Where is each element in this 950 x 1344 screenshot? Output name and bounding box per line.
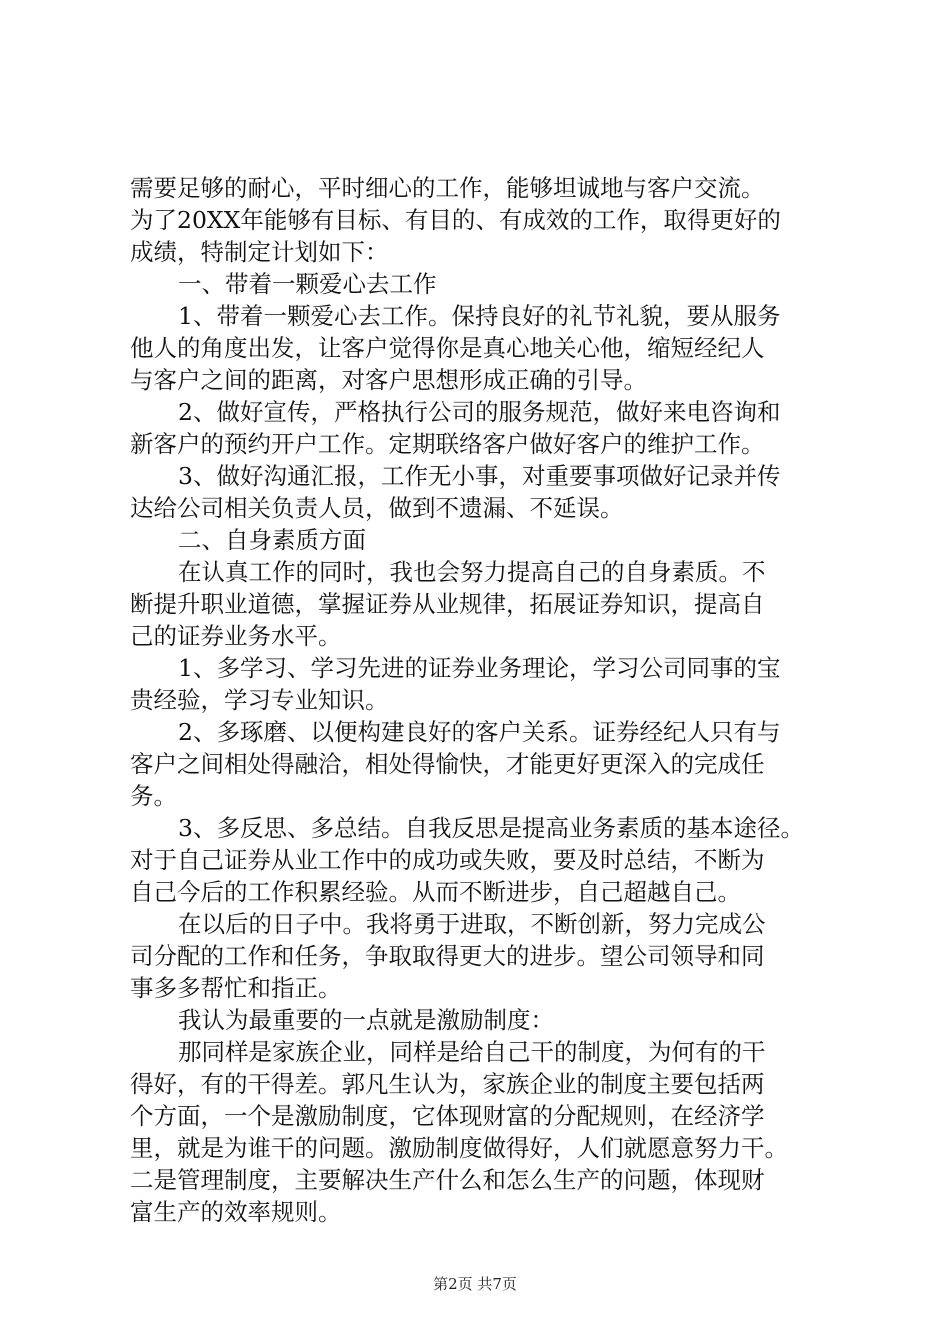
text-line: 得好，有的干得差。郭凡生认为，家族企业的制度主要包括两 (130, 1070, 765, 1098)
text-line: 在以后的日子中。我将勇于进取，不断创新，努力完成公 (178, 910, 766, 938)
text-line: 2、多琢磨、以便构建良好的客户关系。证券经纪人只有与 (178, 718, 781, 746)
text-line: 3、做好沟通汇报，工作无小事，对重要事项做好记录并传 (178, 462, 781, 490)
text-line: 务。 (130, 782, 177, 810)
text-line: 事多多帮忙和指正。 (130, 974, 342, 1002)
text-line: 他人的角度出发，让客户觉得你是真心地关心他，缩短经纪人 (130, 334, 765, 362)
text-line: 己的证券业务水平。 (130, 622, 342, 650)
text-line: 自己今后的工作积累经验。从而不断进步，自己超越自己。 (130, 878, 741, 906)
page-footer: 第2页 共7页 (433, 1275, 517, 1293)
text-line: 一、带着一颗爱心去工作 (178, 270, 437, 298)
text-line: 客户之间相处得融洽，相处得愉快，才能更好更深入的完成任 (130, 750, 765, 778)
text-line: 在认真工作的同时，我也会努力提高自己的自身素质。不 (178, 558, 766, 586)
text-line: 断提升职业道德，掌握证券从业规律，拓展证券知识，提高自 (130, 590, 765, 618)
text-line: 富生产的效率规则。 (130, 1198, 342, 1226)
text-line: 1、带着一颗爱心去工作。保持良好的礼节礼貌，要从服务 (178, 302, 781, 330)
text-line: 司分配的工作和任务，争取取得更大的进步。望公司领导和同 (130, 942, 765, 970)
text-line: 对于自己证券从业工作中的成功或失败，要及时总结，不断为 (130, 846, 765, 874)
text-line: 新客户的预约开户工作。定期联络客户做好客户的维护工作。 (130, 430, 765, 458)
text-line: 3、多反思、多总结。自我反思是提高业务素质的基本途径。 (178, 814, 804, 842)
text-line: 贵经验，学习专业知识。 (130, 686, 389, 714)
text-line: 那同样是家族企业，同样是给自己干的制度，为何有的干 (178, 1038, 766, 1066)
text-line: 二是管理制度，主要解决生产什么和怎么生产的问题，体现财 (130, 1166, 765, 1194)
text-line: 为了20XX年能够有目标、有目的、有成效的工作，取得更好的 (130, 206, 781, 234)
text-line: 二、自身素质方面 (178, 526, 366, 554)
text-line: 里，就是为谁干的问题。激励制度做得好，人们就愿意努力干。 (130, 1134, 788, 1162)
text-line: 1、多学习、学习先进的证券业务理论，学习公司同事的宝 (178, 654, 781, 682)
text-line: 与客户之间的距离，对客户思想形成正确的引导。 (130, 366, 647, 394)
text-line: 达给公司相关负责人员，做到不遗漏、不延误。 (130, 494, 624, 522)
text-line: 成绩，特制定计划如下： (130, 238, 389, 266)
text-line: 需要足够的耐心，平时细心的工作，能够坦诚地与客户交流。 (130, 174, 765, 202)
document-body (130, 172, 830, 1228)
text-line: 2、做好宣传，严格执行公司的服务规范，做好来电咨询和 (178, 398, 781, 426)
text-line: 个方面，一个是激励制度，它体现财富的分配规则，在经济学 (130, 1102, 765, 1130)
text-line: 我认为最重要的一点就是激励制度： (178, 1006, 554, 1034)
